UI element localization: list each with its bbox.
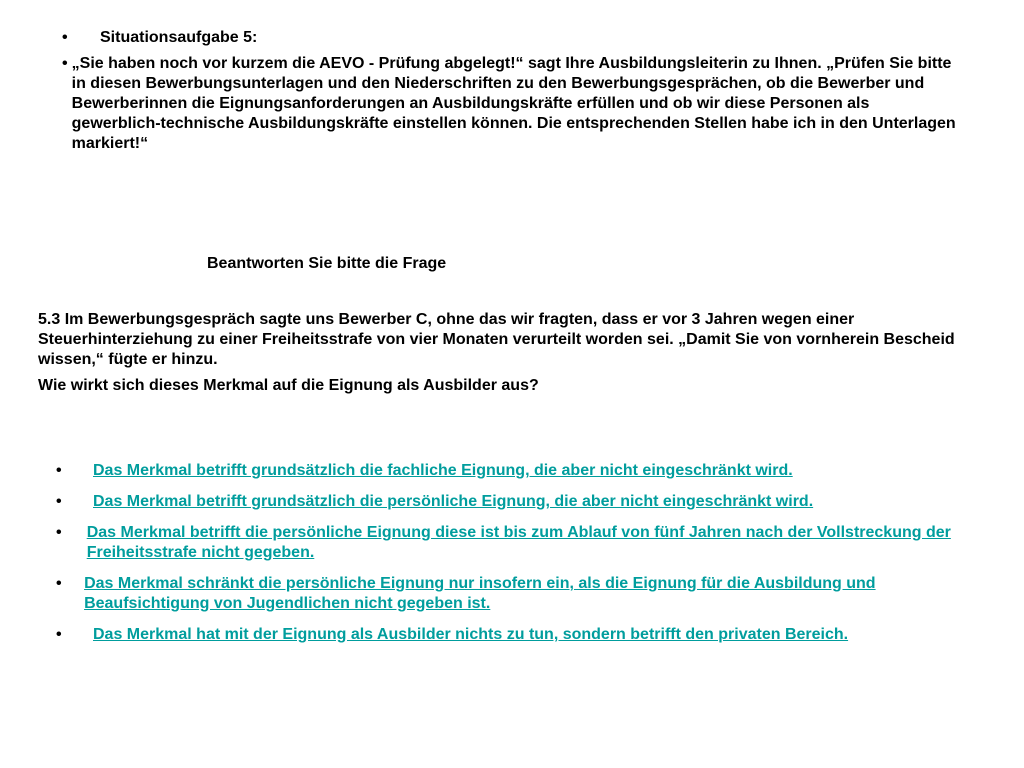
bullet-icon: •: [56, 493, 62, 510]
intro-section: [62, 28, 962, 160]
answer-item: [56, 625, 996, 645]
question-section: [38, 310, 998, 396]
bullet-icon: •: [56, 575, 62, 592]
situation-text: „Sie haben noch vor kurzem die AEVO - Prüfung abgelegt!“ sagt Ihre Ausbildungsleiterin zu Ihnen. „Prüfen Sie bitte in diesen Bewerbungsunterlagen und den Niederschriften zu den Bewerbungsgesprächen, ob die Bewerber und Bewerberinnen die Eignungsanforderungen an Ausbildungskräfte erfüllen und ob wir diese Personen als gewerblich-technische Ausbildungskräfte einstellen können. Die entsprechenden Stellen habe ich in den Unterlagen markiert!“: [71, 55, 956, 152]
intro-title-row: [62, 28, 962, 48]
situation-title: Situationsaufgabe 5:: [100, 29, 258, 46]
bullet-icon: •: [62, 29, 68, 46]
bullet-icon: •: [56, 626, 62, 643]
question-scenario: 5.3 Im Bewerbungsgespräch sagte uns Bewerber C, ohne das wir fragten, dass er vor 3 Jahren wegen einer Steuerhinterziehung zu einer Freiheitsstrafe von vier Monaten verurteilt worden sei. „Damit Sie von vornherein Bescheid wissen,“ fügte er hinzu.: [38, 311, 955, 368]
bullet-icon: •: [56, 524, 62, 541]
answer-item: [56, 523, 996, 563]
bullet-icon: •: [56, 462, 62, 479]
instruction-prompt: Beantworten Sie bitte die Frage: [207, 255, 447, 272]
answer-option-5[interactable]: Das Merkmal hat mit der Eignung als Ausbilder nichts zu tun, sondern betrifft den privaten Bereich.: [93, 626, 849, 643]
bullet-icon: •: [62, 55, 68, 72]
answer-item: [56, 492, 996, 512]
answer-item: [56, 574, 996, 614]
answer-option-4[interactable]: Das Merkmal schränkt die persönliche Eignung nur insofern ein, als die Eignung für die Ausbildung und Beaufsichtigung von Jugendlichen nicht gegeben ist.: [84, 575, 876, 612]
answer-option-1[interactable]: Das Merkmal betrifft grundsätzlich die fachliche Eignung, die aber nicht eingeschränkt wird.: [93, 462, 793, 479]
question-ask: Wie wirkt sich dieses Merkmal auf die Eignung als Ausbilder aus?: [38, 377, 539, 394]
answer-item: [56, 461, 996, 481]
intro-text-row: [62, 54, 962, 154]
answer-option-2[interactable]: Das Merkmal betrifft grundsätzlich die persönliche Eignung, die aber nicht eingeschränkt wird.: [93, 493, 814, 510]
answer-list: [56, 461, 996, 656]
answer-option-3[interactable]: Das Merkmal betrifft die persönliche Eignung diese ist bis zum Ablauf von fünf Jahren nach der Vollstreckung der Freiheitsstrafe nicht gegeben.: [86, 524, 951, 561]
